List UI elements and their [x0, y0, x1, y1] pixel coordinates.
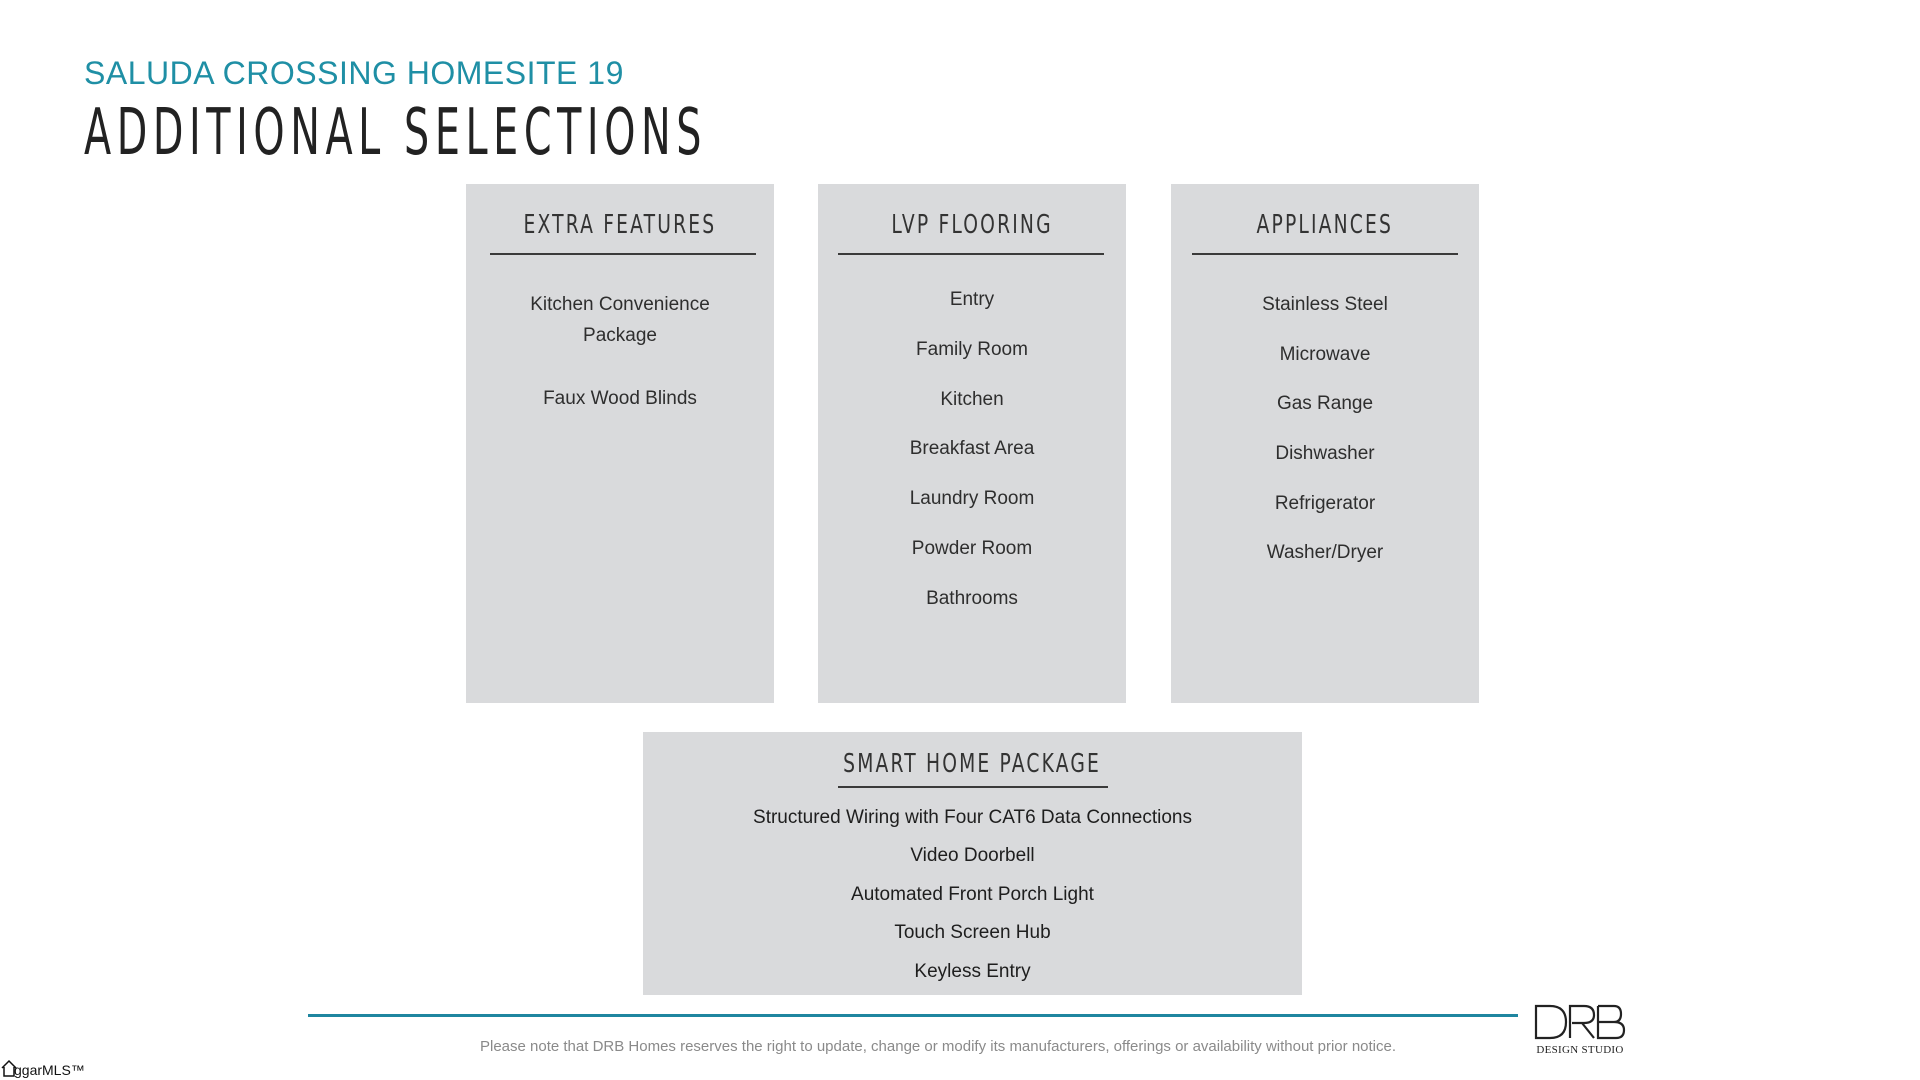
smart-home-panel: [643, 732, 1302, 995]
appliances-panel: [1171, 184, 1479, 703]
appliance-item: Refrigerator: [1274, 493, 1376, 514]
smart-home-item: Structured Wiring with Four CAT6 Data Connections: [753, 807, 1192, 828]
disclaimer-text: Please note that DRB Homes reserves the right to update, change or modify its manufacturers, offerings or availability without prior notice.: [480, 1038, 1397, 1055]
smart-home-title: SMART HOME PACKAGE: [843, 749, 1102, 779]
smart-home-item: Touch Screen Hub: [894, 922, 1051, 943]
extra-features-title: EXTRA FEATURES: [523, 210, 717, 240]
flooring-item: Laundry Room: [909, 488, 1035, 509]
appliances-divider: [1192, 253, 1458, 255]
logo-caption: DESIGN STUDIO: [1536, 1044, 1624, 1056]
appliance-item: Gas Range: [1276, 393, 1374, 414]
lvp-flooring-panel: [818, 184, 1126, 703]
smart-home-divider: [838, 786, 1108, 788]
flooring-item: Bathrooms: [926, 588, 1018, 609]
extra-features-panel: [466, 184, 774, 703]
appliance-item: Dishwasher: [1275, 443, 1375, 464]
flooring-item: Breakfast Area: [909, 438, 1035, 459]
flooring-item: Entry: [949, 289, 995, 310]
extra-feature-item: Kitchen Convenience: [530, 294, 710, 315]
appliance-item: Stainless Steel: [1262, 294, 1388, 315]
footer-divider: [308, 1014, 1518, 1017]
smart-home-item: Video Doorbell: [910, 845, 1035, 866]
lvp-flooring-title: LVP FLOORING: [891, 210, 1053, 240]
flooring-item: Powder Room: [911, 538, 1033, 559]
smart-home-item: Keyless Entry: [914, 961, 1031, 982]
page-subtitle: SALUDA CROSSING HOMESITE 19: [84, 55, 624, 91]
extra-features-divider: [490, 253, 756, 255]
extra-feature-item: Package: [583, 325, 657, 346]
flooring-item: Family Room: [916, 339, 1028, 360]
extra-feature-item: Faux Wood Blinds: [543, 388, 697, 409]
lvp-flooring-divider: [838, 253, 1104, 255]
appliance-item: Microwave: [1279, 344, 1371, 365]
mls-text: ggarMLS™: [14, 1062, 85, 1078]
page-title: ADDITIONAL SELECTIONS: [84, 96, 708, 170]
flooring-item: Kitchen: [940, 389, 1004, 410]
drb-logo-mark: [1532, 1003, 1628, 1041]
appliances-title: APPLIANCES: [1256, 210, 1394, 240]
appliance-item: Washer/Dryer: [1266, 542, 1384, 563]
smart-home-item: Automated Front Porch Light: [851, 884, 1094, 905]
drb-logo: [1532, 1003, 1628, 1059]
